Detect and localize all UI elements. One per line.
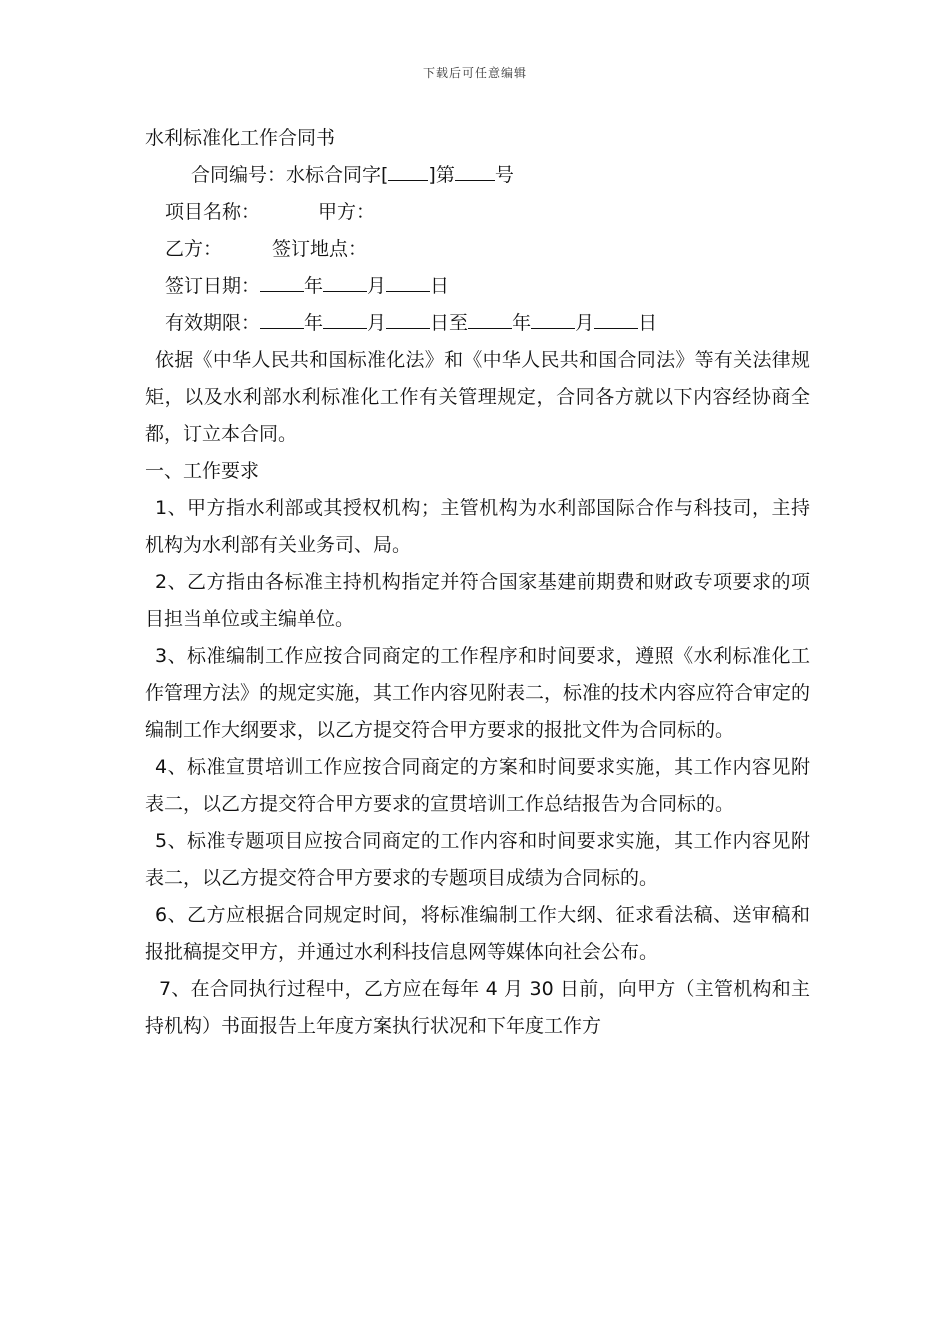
document-body	[145, 120, 810, 1045]
party-a-label: 甲方：	[318, 201, 376, 223]
list-item: 2、乙方指由各标准主持机构指定并符合国家基建前期费和财政专项要求的项目担当单位或主编单位。	[145, 571, 810, 630]
list-item: 1、甲方指水利部或其授权机构；主管机构为水利部国际合作与科技司，主持机构为水利部有关业务司、局。	[145, 497, 810, 556]
date-blank-day	[386, 272, 430, 292]
party-b-place-line	[145, 231, 810, 268]
section-heading: 一、工作要求	[145, 460, 260, 482]
contract-number-blank-2	[455, 161, 495, 181]
contract-number-label: 合同编号：水标合同字[	[191, 164, 389, 186]
validity-blank-month-2	[531, 309, 575, 329]
validity-blank-day-2	[594, 309, 638, 329]
validity-month-2: 月	[575, 312, 595, 334]
validity-blank-day-1	[386, 309, 430, 329]
validity-line	[145, 305, 810, 342]
list-item: 3、标准编制工作应按合同商定的工作程序和时间要求，遵照《水利标准化工作管理方法》的规定实施，其工作内容见附表二，标准的技术内容应符合审定的编制工作大纲要求，以乙方提交符合甲方要求的报批文件为合同标的。	[145, 645, 811, 741]
signing-date-line	[145, 268, 810, 305]
intro-paragraph: 依据《中华人民共和国标准化法》和《中华人民共和国合同法》等有关法律规矩，以及水利部水利标准化工作有关管理规定，合同各方就以下内容经协商全都，订立本合同。	[145, 349, 810, 445]
month-char: 月	[367, 275, 387, 297]
year-char: 年	[304, 275, 324, 297]
contract-number-blank-1	[388, 161, 428, 181]
validity-day-2: 日	[638, 312, 658, 334]
project-name-label: 项目名称：	[165, 201, 261, 223]
day-char: 日	[430, 275, 450, 297]
date-blank-month	[323, 272, 367, 292]
list-item: 6、乙方应根据合同规定时间，将标准编制工作大纲、征求看法稿、送审稿和报批稿提交甲方，并通过水利科技信息网等媒体向社会公布。	[145, 904, 810, 963]
validity-to: 日至	[430, 312, 469, 334]
validity-blank-month-1	[323, 309, 367, 329]
validity-blank-year-1	[260, 309, 304, 329]
list-item: 7、在合同执行过程中，乙方应在每年 4 月 30 日前，向甲方（主管机构和主持机构）书面报告上年度方案执行状况和下年度工作方	[145, 978, 810, 1037]
signing-date-label: 签订日期：	[165, 275, 261, 297]
list-item: 5、标准专题项目应按合同商定的工作内容和时间要求实施，其工作内容见附表二，以乙方提交符合甲方要求的专题项目成绩为合同标的。	[145, 830, 810, 889]
contract-number-end: 号	[494, 164, 514, 186]
validity-label: 有效期限：	[165, 312, 261, 334]
validity-blank-year-2	[468, 309, 512, 329]
party-b-label: 乙方：	[165, 238, 223, 260]
signing-place-label: 签订地点：	[272, 238, 368, 260]
contract-number-line	[145, 157, 810, 194]
validity-month-1: 月	[367, 312, 387, 334]
header-note: 下载后可任意编辑	[422, 66, 527, 80]
date-blank-year	[260, 272, 304, 292]
validity-year-1: 年	[304, 312, 324, 334]
project-party-a-line	[145, 194, 810, 231]
list-item: 4、标准宣贯培训工作应按合同商定的方案和时间要求实施，其工作内容见附表二，以乙方提交符合甲方要求的宣贯培训工作总结报告为合同标的。	[145, 756, 810, 815]
validity-year-2: 年	[512, 312, 532, 334]
document-title: 水利标准化工作合同书	[145, 127, 336, 149]
contract-number-mid: ]第	[428, 164, 455, 186]
